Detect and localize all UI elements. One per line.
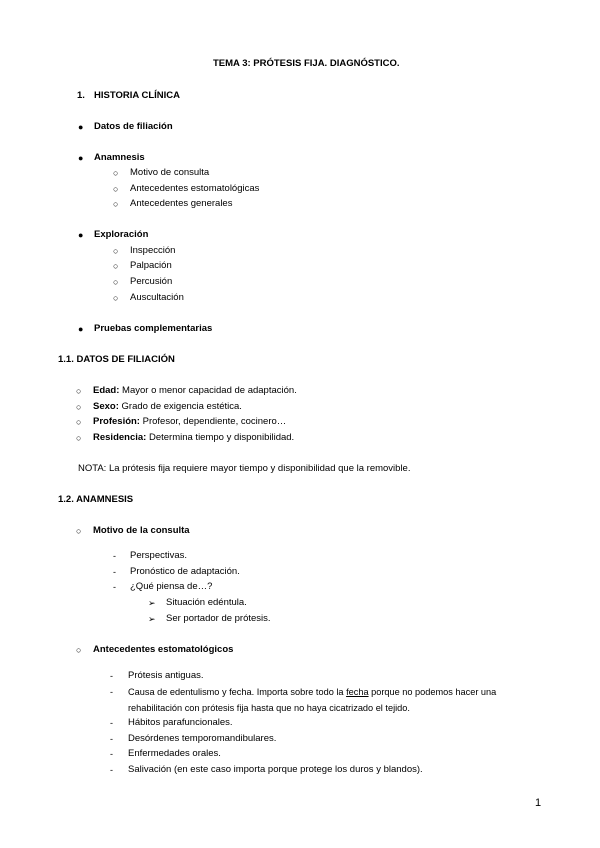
circle-bullet-icon: ○ (76, 402, 82, 412)
outline-heading: HISTORIA CLÍNICA (94, 90, 181, 101)
list-item: Hábitos parafuncionales. (128, 717, 233, 728)
bullet-icon: ● (78, 153, 84, 163)
dash-bullet: - (113, 551, 116, 561)
circle-bullet-icon: ○ (113, 261, 119, 271)
list-item: ¿Qué piensa de…? (130, 581, 213, 592)
outline-number: 1. (77, 90, 85, 101)
list-subitem: Situación edéntula. (166, 597, 247, 608)
outline-item: Anamnesis (94, 152, 145, 163)
subsection-heading: Motivo de la consulta (93, 525, 190, 536)
circle-bullet-icon: ○ (113, 168, 119, 178)
page-title: TEMA 3: PRÓTESIS FIJA. DIAGNÓSTICO. (213, 58, 400, 69)
outline-item: Exploración (94, 229, 149, 240)
subsection-heading: Antecedentes estomatológicos (93, 644, 234, 655)
dash-bullet: - (110, 749, 113, 759)
outline-subitem: Auscultación (130, 292, 184, 303)
arrow-bullet-icon: ➢ (148, 614, 156, 624)
dash-bullet: - (110, 671, 113, 681)
list-item: Pronóstico de adaptación. (130, 566, 240, 577)
list-item: Sexo: Grado de exigencia estética. (93, 401, 242, 412)
list-item: Causa de edentulismo y fecha. Importa sobre todo la fecha porque no podemos hacer una (128, 687, 497, 697)
dash-bullet: - (110, 687, 113, 697)
list-item: Edad: Mayor o menor capacidad de adaptación. (93, 385, 297, 396)
circle-bullet-icon: ○ (76, 645, 82, 655)
circle-bullet-icon: ○ (113, 293, 119, 303)
circle-bullet-icon: ○ (76, 386, 82, 396)
circle-bullet-icon: ○ (113, 184, 119, 194)
dash-bullet: - (113, 582, 116, 592)
outline-item: Pruebas complementarias (94, 323, 213, 334)
bullet-icon: ● (78, 230, 84, 240)
list-subitem: Ser portador de prótesis. (166, 613, 271, 624)
arrow-bullet-icon: ➢ (148, 598, 156, 608)
circle-bullet-icon: ○ (113, 277, 119, 287)
bullet-icon: ● (78, 122, 84, 132)
page-number: 1 (535, 797, 542, 809)
outline-subitem: Antecedentes estomatológicas (130, 183, 260, 194)
circle-bullet-icon: ○ (76, 417, 82, 427)
outline-subitem: Motivo de consulta (130, 167, 210, 178)
dash-bullet: - (110, 734, 113, 744)
list-item: Salivación (en este caso importa porque protege los duros y blandos). (128, 764, 423, 775)
list-item: Prótesis antiguas. (128, 670, 204, 681)
outline-subitem: Antecedentes generales (130, 198, 233, 209)
list-item: Desórdenes temporomandibulares. (128, 733, 277, 744)
note: NOTA: La prótesis fija requiere mayor tiempo y disponibilidad que la removible. (78, 463, 411, 474)
section-heading: 1.1. DATOS DE FILIACIÓN (58, 354, 175, 365)
list-item: Enfermedades orales. (128, 748, 221, 759)
circle-bullet-icon: ○ (113, 199, 119, 209)
outline-subitem: Palpación (130, 260, 172, 271)
list-item: Profesión: Profesor, dependiente, cocinero… (93, 416, 287, 427)
bullet-icon: ● (78, 324, 84, 334)
outline-item: Datos de filiación (94, 121, 173, 132)
outline-subitem: Percusión (130, 276, 173, 287)
dash-bullet: - (110, 718, 113, 728)
circle-bullet-icon: ○ (113, 246, 119, 256)
circle-bullet-icon: ○ (76, 526, 82, 536)
section-heading: 1.2. ANAMNESIS (58, 494, 134, 505)
circle-bullet-icon: ○ (76, 433, 82, 443)
outline-subitem: Inspección (130, 245, 176, 256)
dash-bullet: - (110, 765, 113, 775)
list-item: Residencia: Determina tiempo y disponibilidad. (93, 432, 295, 443)
list-item: Perspectivas. (130, 550, 188, 561)
list-item-continuation: rehabilitación con prótesis fija hasta que no haya cicatrizado el tejido. (128, 703, 410, 713)
dash-bullet: - (113, 567, 116, 577)
